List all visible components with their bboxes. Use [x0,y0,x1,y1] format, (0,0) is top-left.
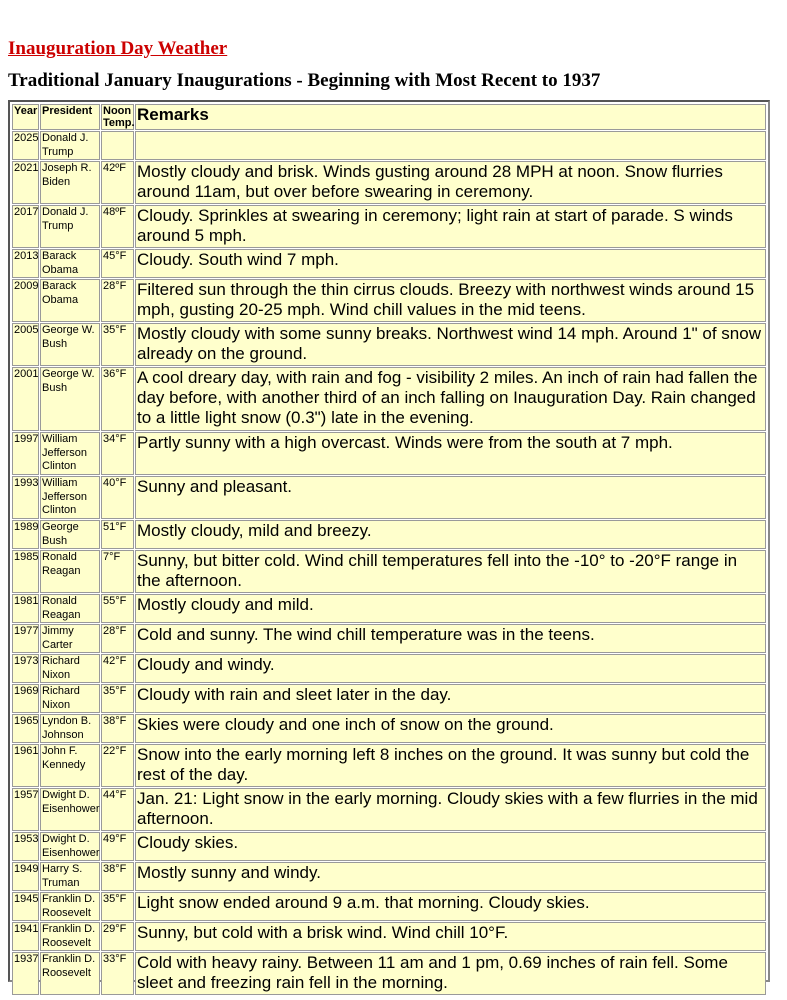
president-cell: Richard Nixon [40,654,100,683]
year-cell: 1977 [12,624,39,653]
noon-temp-cell: 35°F [101,684,134,713]
page-title: Traditional January Inaugurations - Beginning with Most Recent to 1937 [8,70,601,91]
table-row [12,922,766,951]
president-cell: Barack Obama [40,249,100,278]
remarks-cell: Cloudy. South wind 7 mph. [135,249,766,278]
remarks-cell: Snow into the early morning left 8 inches on the ground. It was sunny but cold the rest of the day. [135,744,766,787]
remarks-cell: Mostly sunny and windy. [135,862,766,891]
year-cell: 2021 [12,161,39,204]
year-cell: 1993 [12,476,39,519]
year-cell: 1981 [12,594,39,623]
remarks-cell: Sunny, but cold with a brisk wind. Wind chill 10°F. [135,922,766,951]
noon-temp-cell: 7°F [101,550,134,593]
noon-temp-cell: 29°F [101,922,134,951]
year-cell: 1961 [12,744,39,787]
table-row [12,279,766,322]
remarks-cell: Filtered sun through the thin cirrus clouds. Breezy with northwest winds around 15 mph, gusting 20-25 mph. Wind chill values in the mid teens. [135,279,766,322]
year-cell: 2017 [12,205,39,248]
president-cell: Richard Nixon [40,684,100,713]
table-row [12,654,766,683]
year-cell: 2025 [12,131,39,160]
president-cell: George W. Bush [40,323,100,366]
president-cell: Ronald Reagan [40,594,100,623]
remarks-cell: Cloudy and windy. [135,654,766,683]
noon-temp-cell: 33°F [101,952,134,995]
noon-temp-cell: 42ºF [101,161,134,204]
table-row [12,624,766,653]
remarks-cell: Cold with heavy rainy. Between 11 am and 1 pm, 0.69 inches of rain fell. Some sleet and freezing rain fell in the morning. [135,952,766,995]
remarks-cell: Mostly cloudy and mild. [135,594,766,623]
president-cell: Harry S. Truman [40,862,100,891]
table-row [12,862,766,891]
table-row [12,594,766,623]
remarks-cell: Cloudy skies. [135,832,766,861]
president-cell: Franklin D. Roosevelt [40,892,100,921]
noon-temp-cell: 36°F [101,367,134,431]
remarks-cell: Jan. 21: Light snow in the early morning. Cloudy skies with a few flurries in the mid afternoon. [135,788,766,831]
table-row [12,323,766,366]
table-row [12,550,766,593]
president-cell: Franklin D. Roosevelt [40,922,100,951]
noon-temp-column-header: Noon Temp. [103,105,135,129]
remarks-cell: Sunny and pleasant. [135,476,766,519]
remarks-cell [135,131,766,160]
noon-temp-cell: 35°F [101,892,134,921]
inauguration-weather-table [8,100,770,992]
noon-temp-cell: 38°F [101,714,134,743]
table-header-row [12,104,766,130]
remarks-cell: Mostly cloudy and brisk. Winds gusting around 28 MPH at noon. Snow flurries around 11am, but over before swearing in ceremony. [135,161,766,204]
remarks-cell: Skies were cloudy and one inch of snow on the ground. [135,714,766,743]
noon-temp-cell: 28°F [101,279,134,322]
noon-temp-cell: 48ºF [101,205,134,248]
year-cell: 1989 [12,520,39,549]
president-cell: Franklin D. Roosevelt [40,952,100,995]
table-row [12,249,766,278]
president-cell: Joseph R. Biden [40,161,100,204]
table-row [12,476,766,519]
year-cell: 1937 [12,952,39,995]
year-cell: 1941 [12,922,39,951]
year-cell: 2009 [12,279,39,322]
table-row [12,131,766,160]
year-cell: 1965 [12,714,39,743]
table-row [12,684,766,713]
year-cell: 1945 [12,892,39,921]
president-cell: Barack Obama [40,279,100,322]
table-row [12,744,766,787]
noon-temp-cell: 22°F [101,744,134,787]
table-row [12,714,766,743]
remarks-cell: Light snow ended around 9 a.m. that morning. Cloudy skies. [135,892,766,921]
year-cell: 1997 [12,432,39,475]
noon-temp-cell: 40°F [101,476,134,519]
president-cell: George W. Bush [40,367,100,431]
remarks-cell: Mostly cloudy, mild and breezy. [135,520,766,549]
noon-temp-cell: 35°F [101,323,134,366]
year-cell: 2005 [12,323,39,366]
president-column-header: President [40,104,100,130]
table-row [12,952,766,995]
table-row [12,205,766,248]
president-cell: Jimmy Carter [40,624,100,653]
table-row [12,892,766,921]
table-row [12,788,766,831]
president-cell: William Jefferson Clinton [40,476,100,519]
remarks-cell: A cool dreary day, with rain and fog - visibility 2 miles. An inch of rain had fallen the day before, with another third of an inch falling on Inauguration Day. Rain changed to a little light snow (0.3") late in the evening. [135,367,766,431]
president-cell: Dwight D. Eisenhower [40,832,100,861]
year-cell: 2013 [12,249,39,278]
table-row [12,832,766,861]
noon-temp-cell [101,131,134,160]
table-row [12,520,766,549]
year-column-header: Year [12,104,39,130]
president-cell: John F. Kennedy [40,744,100,787]
year-cell: 1969 [12,684,39,713]
president-cell: Donald J. Trump [40,131,100,160]
remarks-cell: Cloudy. Sprinkles at swearing in ceremony; light rain at start of parade. S winds around 5 mph. [135,205,766,248]
president-cell: William Jefferson Clinton [40,432,100,475]
noon-temp-cell: 49°F [101,832,134,861]
noon-temp-cell: 51°F [101,520,134,549]
remarks-column-header: Remarks [135,104,766,130]
table-row [12,161,766,204]
year-cell: 1957 [12,788,39,831]
remarks-cell: Partly sunny with a high overcast. Winds were from the south at 7 mph. [135,432,766,475]
noon-temp-cell: 28°F [101,624,134,653]
noon-temp-cell: 34°F [101,432,134,475]
noon-temp-cell: 42°F [101,654,134,683]
president-cell: Lyndon B. Johnson [40,714,100,743]
table-row [12,367,766,431]
table-body [12,131,766,995]
president-cell: Donald J. Trump [40,205,100,248]
year-cell: 1953 [12,832,39,861]
president-cell: Ronald Reagan [40,550,100,593]
remarks-cell: Cloudy with rain and sleet later in the day. [135,684,766,713]
president-cell: Dwight D. Eisenhower [40,788,100,831]
noon-temp-cell: 38°F [101,862,134,891]
remarks-cell: Sunny, but bitter cold. Wind chill temperatures fell into the -10° to -20°F range in the afternoon. [135,550,766,593]
year-cell: 1973 [12,654,39,683]
remarks-cell: Mostly cloudy with some sunny breaks. Northwest wind 14 mph. Around 1" of snow already on the ground. [135,323,766,366]
year-cell: 2001 [12,367,39,431]
year-cell: 1985 [12,550,39,593]
noon-temp-cell: 44°F [101,788,134,831]
year-cell: 1949 [12,862,39,891]
inauguration-weather-link[interactable]: Inauguration Day Weather [8,38,228,59]
noon-temp-cell: 55°F [101,594,134,623]
noon-temp-cell: 45°F [101,249,134,278]
remarks-cell: Cold and sunny. The wind chill temperature was in the teens. [135,624,766,653]
president-cell: George Bush [40,520,100,549]
table-row [12,432,766,475]
